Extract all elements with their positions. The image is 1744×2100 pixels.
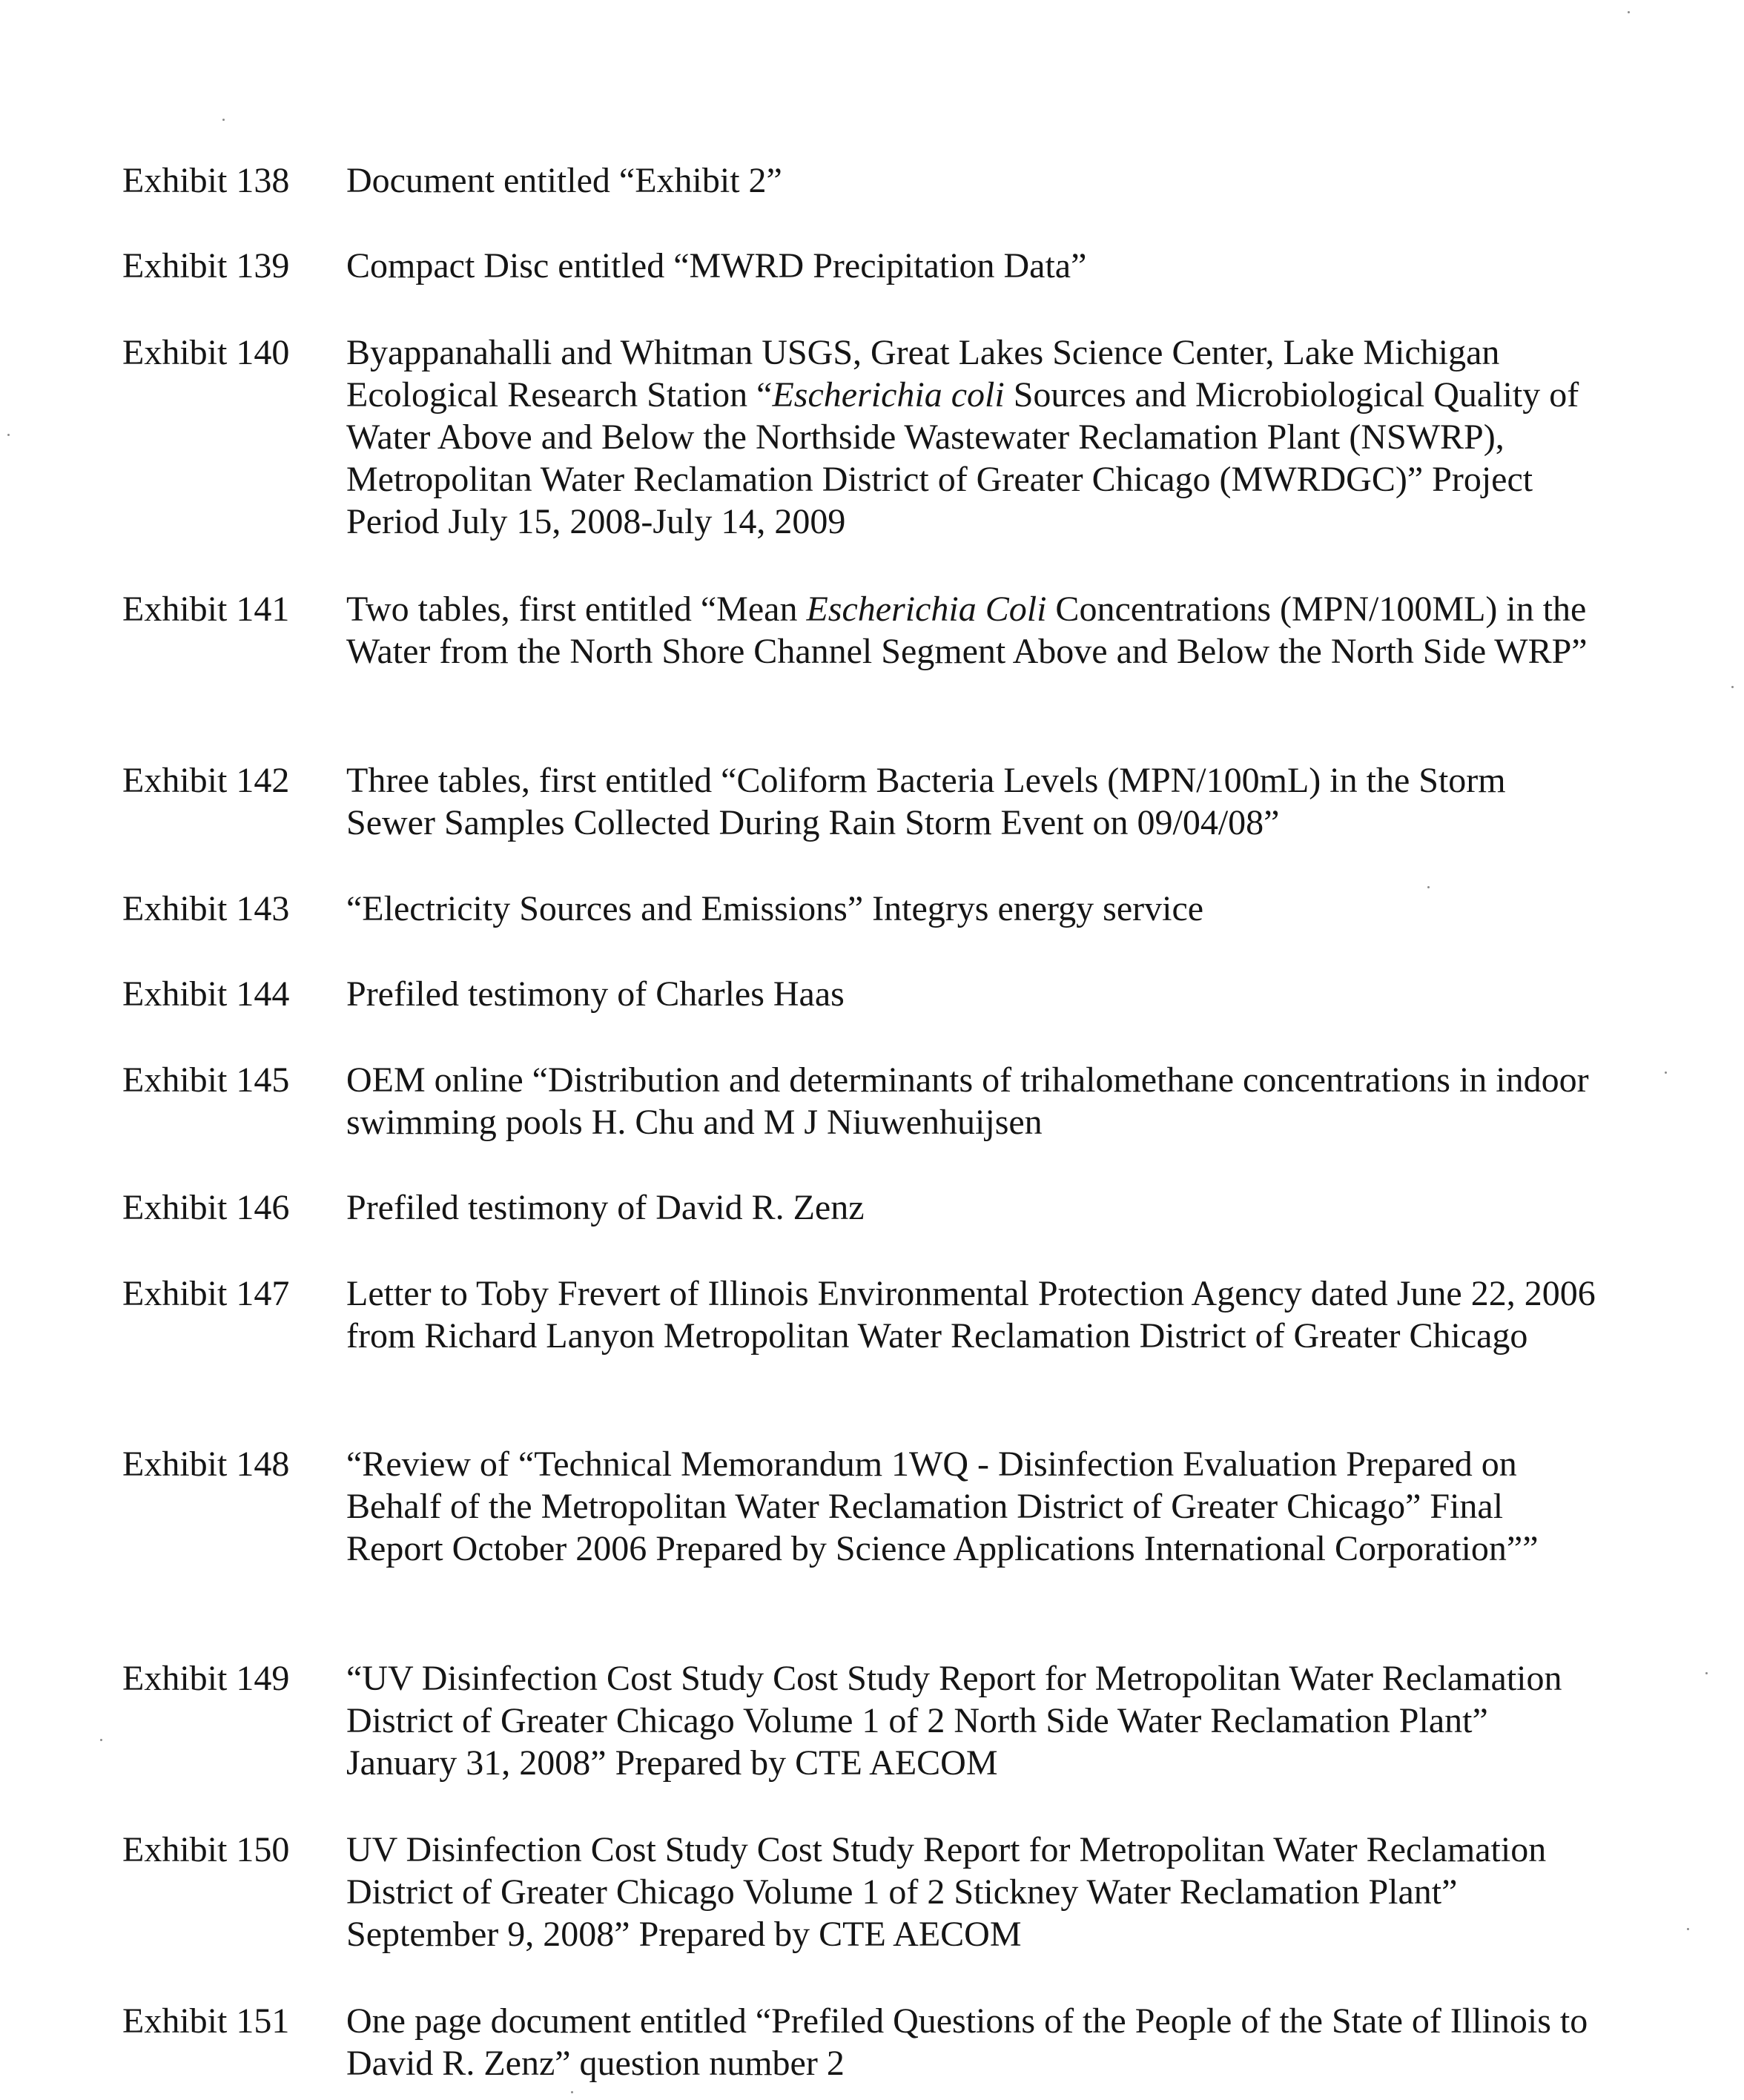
exhibit-number: Exhibit 138 [122, 161, 290, 200]
exhibit-description: Prefiled testimony of Charles Haas [346, 974, 845, 1014]
exhibit-entry [122, 888, 1605, 930]
exhibit-entry [122, 245, 1605, 287]
scan-speck [1687, 1928, 1689, 1930]
exhibit-number: Exhibit 139 [122, 246, 290, 285]
exhibit-entry [122, 2000, 1605, 2084]
exhibit-description: “Review of “Technical Memorandum 1WQ - Disinfection Evaluation Prepared on Behalf of the Metropolitan Water Reclamation District of Greater Chicago” Final Report October 2006 Prepared by Science Applications International Corporation”” [346, 1444, 1539, 1568]
exhibit-description: “UV Disinfection Cost Study Cost Study Report for Metropolitan Water Reclamation District of Greater Chicago Volume 1 of 2 North Side Water Reclamation Plant” January 31, 2008” Prepared by CTE AECOM [346, 1659, 1562, 1783]
exhibit-number: Exhibit 150 [122, 1830, 290, 1869]
exhibit-entry [122, 331, 1605, 543]
exhibit-number: Exhibit 148 [122, 1444, 290, 1484]
exhibit-description: Byappanahalli and Whitman USGS, Great Lakes Science Center, Lake Michigan Ecological Research Station “Escherichia coli Sources and Microbiological Quality of Water Above and Below the Northside Wastewater Reclamation Plant (NSWRP), Metropolitan Water Reclamation District of Greater Chicago (MWRDGC)” Project Period July 15, 2008-July 14, 2009 [346, 333, 1579, 541]
exhibit-entry [122, 1657, 1605, 1784]
scan-speck [1731, 686, 1734, 688]
exhibit-entry [122, 973, 1605, 1015]
exhibit-number: Exhibit 147 [122, 1274, 290, 1313]
exhibit-description: Three tables, first entitled “Coliform Bacteria Levels (MPN/100mL) in the Storm Sewer Samples Collected During Rain Storm Event on 09/04/08” [346, 761, 1506, 842]
exhibit-description: One page document entitled “Prefiled Questions of the People of the State of Illinois to David R. Zenz” question number 2 [346, 2001, 1588, 2083]
scan-speck [571, 2091, 573, 2093]
exhibit-number: Exhibit 145 [122, 1060, 290, 1100]
scan-speck [100, 1739, 102, 1741]
exhibit-description: Prefiled testimony of David R. Zenz [346, 1188, 865, 1227]
exhibit-entry [122, 1829, 1605, 1955]
scan-speck [1427, 886, 1430, 888]
exhibit-entry [122, 1443, 1605, 1570]
exhibit-description: “Electricity Sources and Emissions” Integrys energy service [346, 889, 1204, 928]
exhibit-entry [122, 159, 1605, 202]
scan-speck [222, 119, 225, 121]
scan-speck [7, 434, 10, 436]
exhibit-number: Exhibit 141 [122, 590, 290, 629]
exhibit-entry [122, 1272, 1605, 1357]
exhibit-entry [122, 588, 1605, 673]
exhibit-number: Exhibit 143 [122, 889, 290, 928]
exhibit-description: OEM online “Distribution and determinants of trihalomethane concentrations in indoor swimming pools H. Chu and M J Niuwenhuijsen [346, 1060, 1589, 1142]
exhibit-entry [122, 1186, 1605, 1229]
exhibit-number: Exhibit 146 [122, 1188, 290, 1227]
exhibit-number: Exhibit 142 [122, 761, 290, 800]
exhibit-description: Letter to Toby Frevert of Illinois Environmental Protection Agency dated June 22, 2006 from Richard Lanyon Metropolitan Water Reclamation District of Greater Chicago [346, 1274, 1596, 1356]
exhibit-number: Exhibit 151 [122, 2001, 290, 2041]
exhibit-description: Two tables, first entitled “Mean Escherichia Coli Concentrations (MPN/100ML) in the Water from the North Shore Channel Segment Above and Below the North Side WRP” [346, 590, 1588, 671]
scan-speck [1705, 1672, 1708, 1674]
exhibit-number: Exhibit 140 [122, 333, 290, 372]
exhibit-entry [122, 759, 1605, 844]
scan-speck [1665, 1072, 1667, 1074]
exhibit-number: Exhibit 149 [122, 1659, 290, 1698]
exhibit-number: Exhibit 144 [122, 974, 290, 1014]
exhibit-description: Compact Disc entitled “MWRD Precipitation Data” [346, 246, 1087, 285]
exhibit-description: UV Disinfection Cost Study Cost Study Report for Metropolitan Water Reclamation District of Greater Chicago Volume 1 of 2 Stickney Water Reclamation Plant” September 9, 2008” Prepared by CTE AECOM [346, 1830, 1547, 1954]
exhibit-description: Document entitled “Exhibit 2” [346, 161, 782, 200]
exhibit-entry [122, 1059, 1605, 1143]
scan-speck [1628, 11, 1630, 13]
